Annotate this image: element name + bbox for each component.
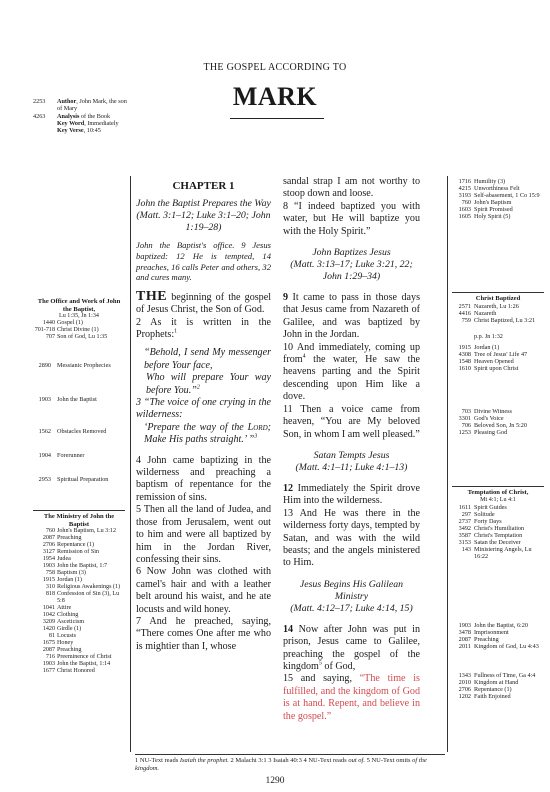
right-sidebar-end (452, 672, 544, 700)
verse-7: 7 And he preached, saying, “There comes One after me who is mightier than I, whose (136, 615, 271, 652)
temptation-heading: Temptation of Christ, (467, 489, 529, 496)
list-item: 3153 Satan the Deceiver (458, 538, 521, 546)
list-item: 1548 Heaven Opened (458, 357, 514, 365)
list-item: 4416 Nazareth (458, 309, 497, 317)
meta-analysis: 4263 Analysis of the Book (33, 112, 111, 120)
chapter-heading: CHAPTER 1 (172, 180, 235, 192)
list-item: 310 Religious Awakenings (1) (45, 584, 121, 590)
list-item: 143 Ministering Angels, Lu 16:22 (461, 545, 532, 560)
chapter-outline: John the Baptist's office. 9 Jesus baptized: 12 He is tempted, 14 preaches, 16 calls Peter and others, 32 and cures many. (136, 240, 271, 283)
list-item: 1253 Pleasing God (458, 429, 508, 436)
meta-key-word: Key Word, Immediately (57, 119, 119, 127)
verse-10: 10 And immediately, coming up from$^4$ the water, He saw the heavens parting and the Spirit descending upon Him like a dove. (283, 341, 420, 403)
list-item: 1343 Fullness of Time, Ga 4:4 (458, 672, 536, 679)
list-item: 1904 Forerunner (38, 452, 85, 459)
section-title: John the Baptist Prepares the Way (136, 198, 271, 210)
text-column-2 (283, 176, 420, 723)
list-item: 4215 Unworthiness Felt (458, 185, 520, 192)
verse-14: 14 Now after John was put in prison, Jesus came to Galilee, preaching the gospel of the kingdom$^5$ of God, (283, 623, 420, 672)
section-title: Satan Tempts Jesus (313, 449, 390, 461)
list-item: 1041 Attire (42, 605, 72, 611)
list-item: 760 John's Baptism, Lu 3:12 (45, 528, 116, 534)
quote-line: 3 “The voice of one crying in the wilderness: (136, 397, 271, 421)
list-item: 707 Son of God, Lu 1:35 (45, 334, 108, 340)
pp-reference: p.p. Jn 1:32 (474, 332, 503, 340)
list-item: 706 Beloved Son, Jn 5:20 (461, 422, 527, 429)
book-title: MARK (232, 82, 318, 111)
list-item: 1605 Holy Spirit (5) (458, 213, 511, 220)
list-item: 1915 Jordan (1) (42, 577, 82, 583)
quotation-malachi (136, 347, 271, 446)
list-item: 3478 Imprisonment (458, 629, 509, 636)
list-item: 3587 Christ's Temptation (458, 531, 523, 539)
verse-15: 15 and saying, “The time is fulfilled, and the kingdom of God is at hand. Repent, and believe in the gospel.” (283, 673, 420, 722)
list-item: 81 Locusts (48, 633, 76, 639)
list-item: 818 Confession of Sin (3), Lu 5:8 (45, 591, 120, 604)
office-heading: The Office and Work of John the Baptist, (37, 298, 121, 313)
ministry-heading: The Ministry of John the Baptist (43, 513, 115, 528)
book-meta (33, 98, 133, 134)
list-item: 1677 Christ Honored (42, 668, 95, 674)
list-item: 2706 Repentance (1) (458, 686, 512, 693)
list-item: 701-718 Christ Divine (1) (34, 327, 99, 333)
list-item: 1202 Faith Enjoined (458, 693, 511, 700)
office-subheading: Lu 1:35, Jn 1:34 (59, 313, 99, 319)
list-item: 2010 Kingdom at Hand (458, 679, 519, 686)
list-item: 760 John's Baptism (461, 199, 512, 206)
list-item: 2706 Repentance (1) (42, 542, 95, 548)
temptation-list (452, 504, 544, 560)
list-item: 1611 Spirit Guides (458, 503, 507, 511)
list-item: 2953 Spiritual Preparation (38, 476, 109, 483)
list-item: 1716 Humility (3) (458, 178, 506, 185)
list-item: 1903 John the Baptist, 1:14 (42, 661, 111, 667)
meta-key-verse: Key Verse, 10:45 (57, 127, 101, 135)
mid-list (452, 344, 544, 372)
section-references: (Matt. 4:12–17; Luke 4:14, 15) (290, 602, 413, 614)
section-rule (452, 292, 544, 293)
footnotes: 1 NU-Text reads Isaiah the prophet. 2 Malachi 3:1 3 Isaiah 40:3 4 NU-Text reads out of. 5 NU-Text omits of the kingdom. (135, 757, 427, 772)
page-number: 1290 (265, 776, 285, 786)
section-title: Jesus Begins His Galilean Ministry (299, 578, 404, 602)
verse-5: 5 Then all the land of Judea, and those from Jerusalem, went out to him and were all baptized by him in the Jordan River, confessing their sins. (136, 504, 271, 565)
list-item: 3492 Christ's Humiliation (458, 524, 525, 532)
list-item: 2011 Kingdom of God, Lu 4:43 (458, 643, 539, 650)
list-item: 3193 Self-abasement, 1 Co 15:9 (458, 192, 540, 199)
office-section (33, 298, 125, 341)
verse-13: 13 And He was there in the wilderness forty days, tempted by Satan, and was with the wild beasts; and the angels ministered to Him. (283, 507, 420, 569)
list-item: 1954 Judea (42, 556, 71, 562)
list-item: 2890 Messianic Prophecies (38, 362, 111, 369)
list-item: 1903 John the Baptist, 1:7 (42, 563, 108, 569)
verse-2: 2 As it is written in the Prophets:$^1$ (136, 316, 271, 340)
divider-left (130, 176, 131, 752)
verse-11: 11 Then a voice came from heaven, “You are My beloved Son, in whom I am well pleased.” (283, 403, 420, 440)
list-item: 1420 Girdle (1) (42, 626, 82, 632)
meta-author: 2253 Author, John Mark, the son of Mary (33, 98, 127, 113)
verse-4: 4 John came baptizing in the wilderness and preaching a baptism of repentance for the remission of sins. (136, 454, 271, 503)
footnote-rule (135, 754, 445, 755)
title-rule (230, 118, 324, 119)
section-references: (Matt. 3:1–12; Luke 3:1–20; John 1:19–28) (136, 210, 271, 234)
ministry-list (33, 528, 125, 675)
list-item: 758 Baptism (3) (45, 570, 86, 576)
gospel-title: THE GOSPEL ACCORDING TO (203, 62, 347, 73)
verse-7-continued: sandal strap I am not worthy to stoop down and loose. (283, 176, 420, 200)
list-item: 1675 Honey (42, 640, 74, 646)
divider-right (447, 176, 448, 752)
section-references: (Matt. 4:1–11; Luke 4:1–13) (295, 461, 408, 473)
verse-12: 12 Immediately the Spirit drove Him into the wilderness. (283, 482, 420, 507)
list-item: 2737 Forty Days (458, 517, 502, 525)
list-item: 2087 Preaching (42, 647, 82, 653)
verse-1: THE beginning of the gospel of Jesus Christ, the Son of God. (136, 288, 271, 316)
right-sidebar-top (452, 178, 544, 220)
ministry-section (33, 508, 125, 675)
verse-6: 6 Now John was clothed with camel's hair and with a leather belt around his waist, and he ate locusts and wild honey. (136, 566, 271, 615)
list-item: 1562 Obstacles Removed (38, 428, 107, 435)
words-of-christ: “The time is fulfilled, and the kingdom of God is at hand. Repent, and believe in the gospel.” (283, 673, 420, 722)
list-item: 3209 Asceticism (42, 619, 85, 625)
list-item: 1440 Gospel (1) (42, 320, 83, 326)
section-references: (Matt. 3:13–17; Luke 3:21, 22; John 1:29–34) (290, 259, 413, 283)
list-item: 1603 Spirit Promised (458, 206, 513, 213)
baptized-list (452, 303, 544, 324)
baptized-heading: Christ Baptized (475, 295, 521, 302)
right-sidebar-witness (452, 408, 544, 436)
list-item: 703 Divine Witness (461, 408, 512, 415)
right-sidebar-galilee (452, 622, 544, 650)
verse-8: 8 “I indeed baptized you with water, but He will baptize you with the Holy Spirit.” (283, 200, 420, 237)
section-title: John Baptizes Jesus (312, 247, 391, 259)
section-rule (33, 510, 125, 511)
right-sidebar-baptized (452, 290, 544, 372)
list-item: 297 Solitude (461, 510, 495, 518)
list-item: 2571 Nazareth, Lu 1:26 (458, 302, 519, 310)
right-sidebar-temptation (452, 484, 544, 560)
list-item: 3127 Remission of Sin (42, 549, 99, 555)
quote-line: Who will prepare Your way before You.”$^2$ (146, 372, 271, 396)
list-item: 3301 God's Voice (458, 415, 504, 422)
verse-9: 9 It came to pass in those days that Jesus came from Nazareth of Galilee, and was baptized by John in the Jordan. (283, 292, 420, 341)
quote-line: ‘Prepare the way of the Lord; Make His paths straight.’ ”$^3$ (144, 421, 271, 446)
list-item: 1915 Jordan (1) (458, 343, 500, 351)
section-rule (452, 486, 544, 487)
list-item: 2087 Preaching (42, 535, 82, 541)
list-item: 2087 Preaching (458, 636, 499, 643)
list-item: 1042 Clothing (42, 612, 79, 618)
list-item: 759 Christ Baptized, Lu 3:21 (461, 316, 536, 324)
text-column-1 (136, 180, 271, 653)
list-item: 716 Preeminence of Christ (45, 654, 112, 660)
list-item: 1903 John the Baptist, 6:20 (458, 622, 528, 629)
list-item: 4308 Tree of Jesus' Life 47 (458, 350, 528, 358)
quote-line: “Behold, I send My messenger before Your face, (144, 347, 271, 371)
list-item: 1610 Spirit upon Christ (458, 364, 519, 372)
temptation-subheading: Mt 4:1; Lu 4:1 (480, 496, 516, 503)
list-item: 1903 John the Baptist (38, 396, 97, 403)
